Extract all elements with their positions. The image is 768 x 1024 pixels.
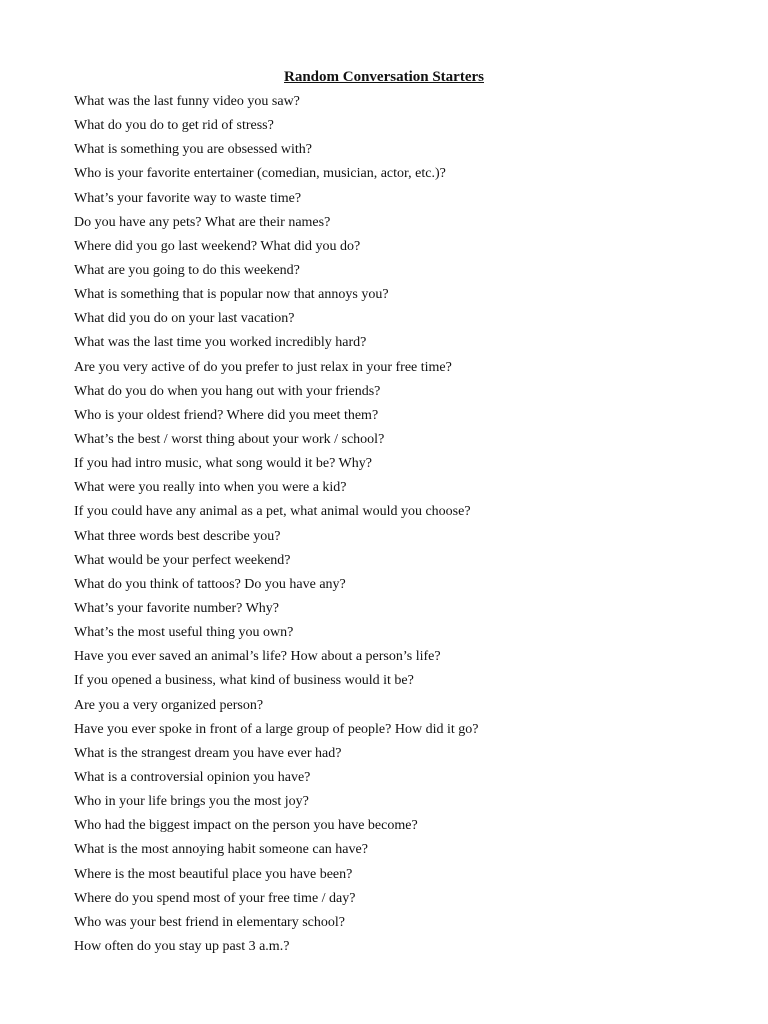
question-item: Where is the most beautiful place you have been? <box>74 866 353 882</box>
question-item: What is a controversial opinion you have? <box>74 769 311 785</box>
question-item: If you opened a business, what kind of business would it be? <box>74 673 414 689</box>
question-item: What is the strangest dream you have ever had? <box>74 745 342 761</box>
question-item: What do you do when you hang out with your friends? <box>74 383 381 399</box>
question-item: What’s your favorite number? Why? <box>74 600 280 616</box>
question-item: What’s the most useful thing you own? <box>74 625 294 641</box>
question-item: Who in your life brings you the most joy? <box>74 794 309 810</box>
question-item: What is something that is popular now that annoys you? <box>74 287 389 303</box>
question-item: What do you think of tattoos? Do you have any? <box>74 576 346 592</box>
question-list <box>74 90 478 959</box>
question-item: Have you ever spoke in front of a large group of people? How did it go? <box>74 721 479 737</box>
question-item: What is something you are obsessed with? <box>74 142 312 158</box>
question-item: Who is your oldest friend? Where did you meet them? <box>74 407 379 423</box>
question-item: What’s the best / worst thing about your work / school? <box>74 431 385 447</box>
question-item: What are you going to do this weekend? <box>74 262 300 278</box>
question-item: Where do you spend most of your free time / day? <box>74 890 356 906</box>
question-item: What is the most annoying habit someone can have? <box>74 842 368 858</box>
question-item: What did you do on your last vacation? <box>74 311 295 327</box>
question-item: Who had the biggest impact on the person you have become? <box>74 818 418 834</box>
question-item: Do you have any pets? What are their names? <box>74 214 331 230</box>
question-item: How often do you stay up past 3 a.m.? <box>74 938 290 954</box>
question-item: If you could have any animal as a pet, what animal would you choose? <box>74 504 471 520</box>
question-item: What would be your perfect weekend? <box>74 552 291 568</box>
question-item: What was the last funny video you saw? <box>74 94 300 109</box>
question-item: What was the last time you worked incredibly hard? <box>74 335 367 351</box>
question-item: What were you really into when you were a kid? <box>74 480 347 496</box>
question-item: Are you a very organized person? <box>74 697 264 713</box>
document-title: Random Conversation Starters <box>284 69 484 85</box>
question-item: What three words best describe you? <box>74 528 281 544</box>
question-item: Are you very active of do you prefer to just relax in your free time? <box>74 359 452 375</box>
question-item: What do you do to get rid of stress? <box>74 118 274 134</box>
question-item: Who was your best friend in elementary school? <box>74 914 345 930</box>
question-item: If you had intro music, what song would it be? Why? <box>74 456 372 472</box>
question-item: What’s your favorite way to waste time? <box>74 190 302 206</box>
question-item: Who is your favorite entertainer (comedian, musician, actor, etc.)? <box>74 166 446 182</box>
question-item: Where did you go last weekend? What did you do? <box>74 238 361 254</box>
question-item: Have you ever saved an animal’s life? How about a person’s life? <box>74 649 441 665</box>
